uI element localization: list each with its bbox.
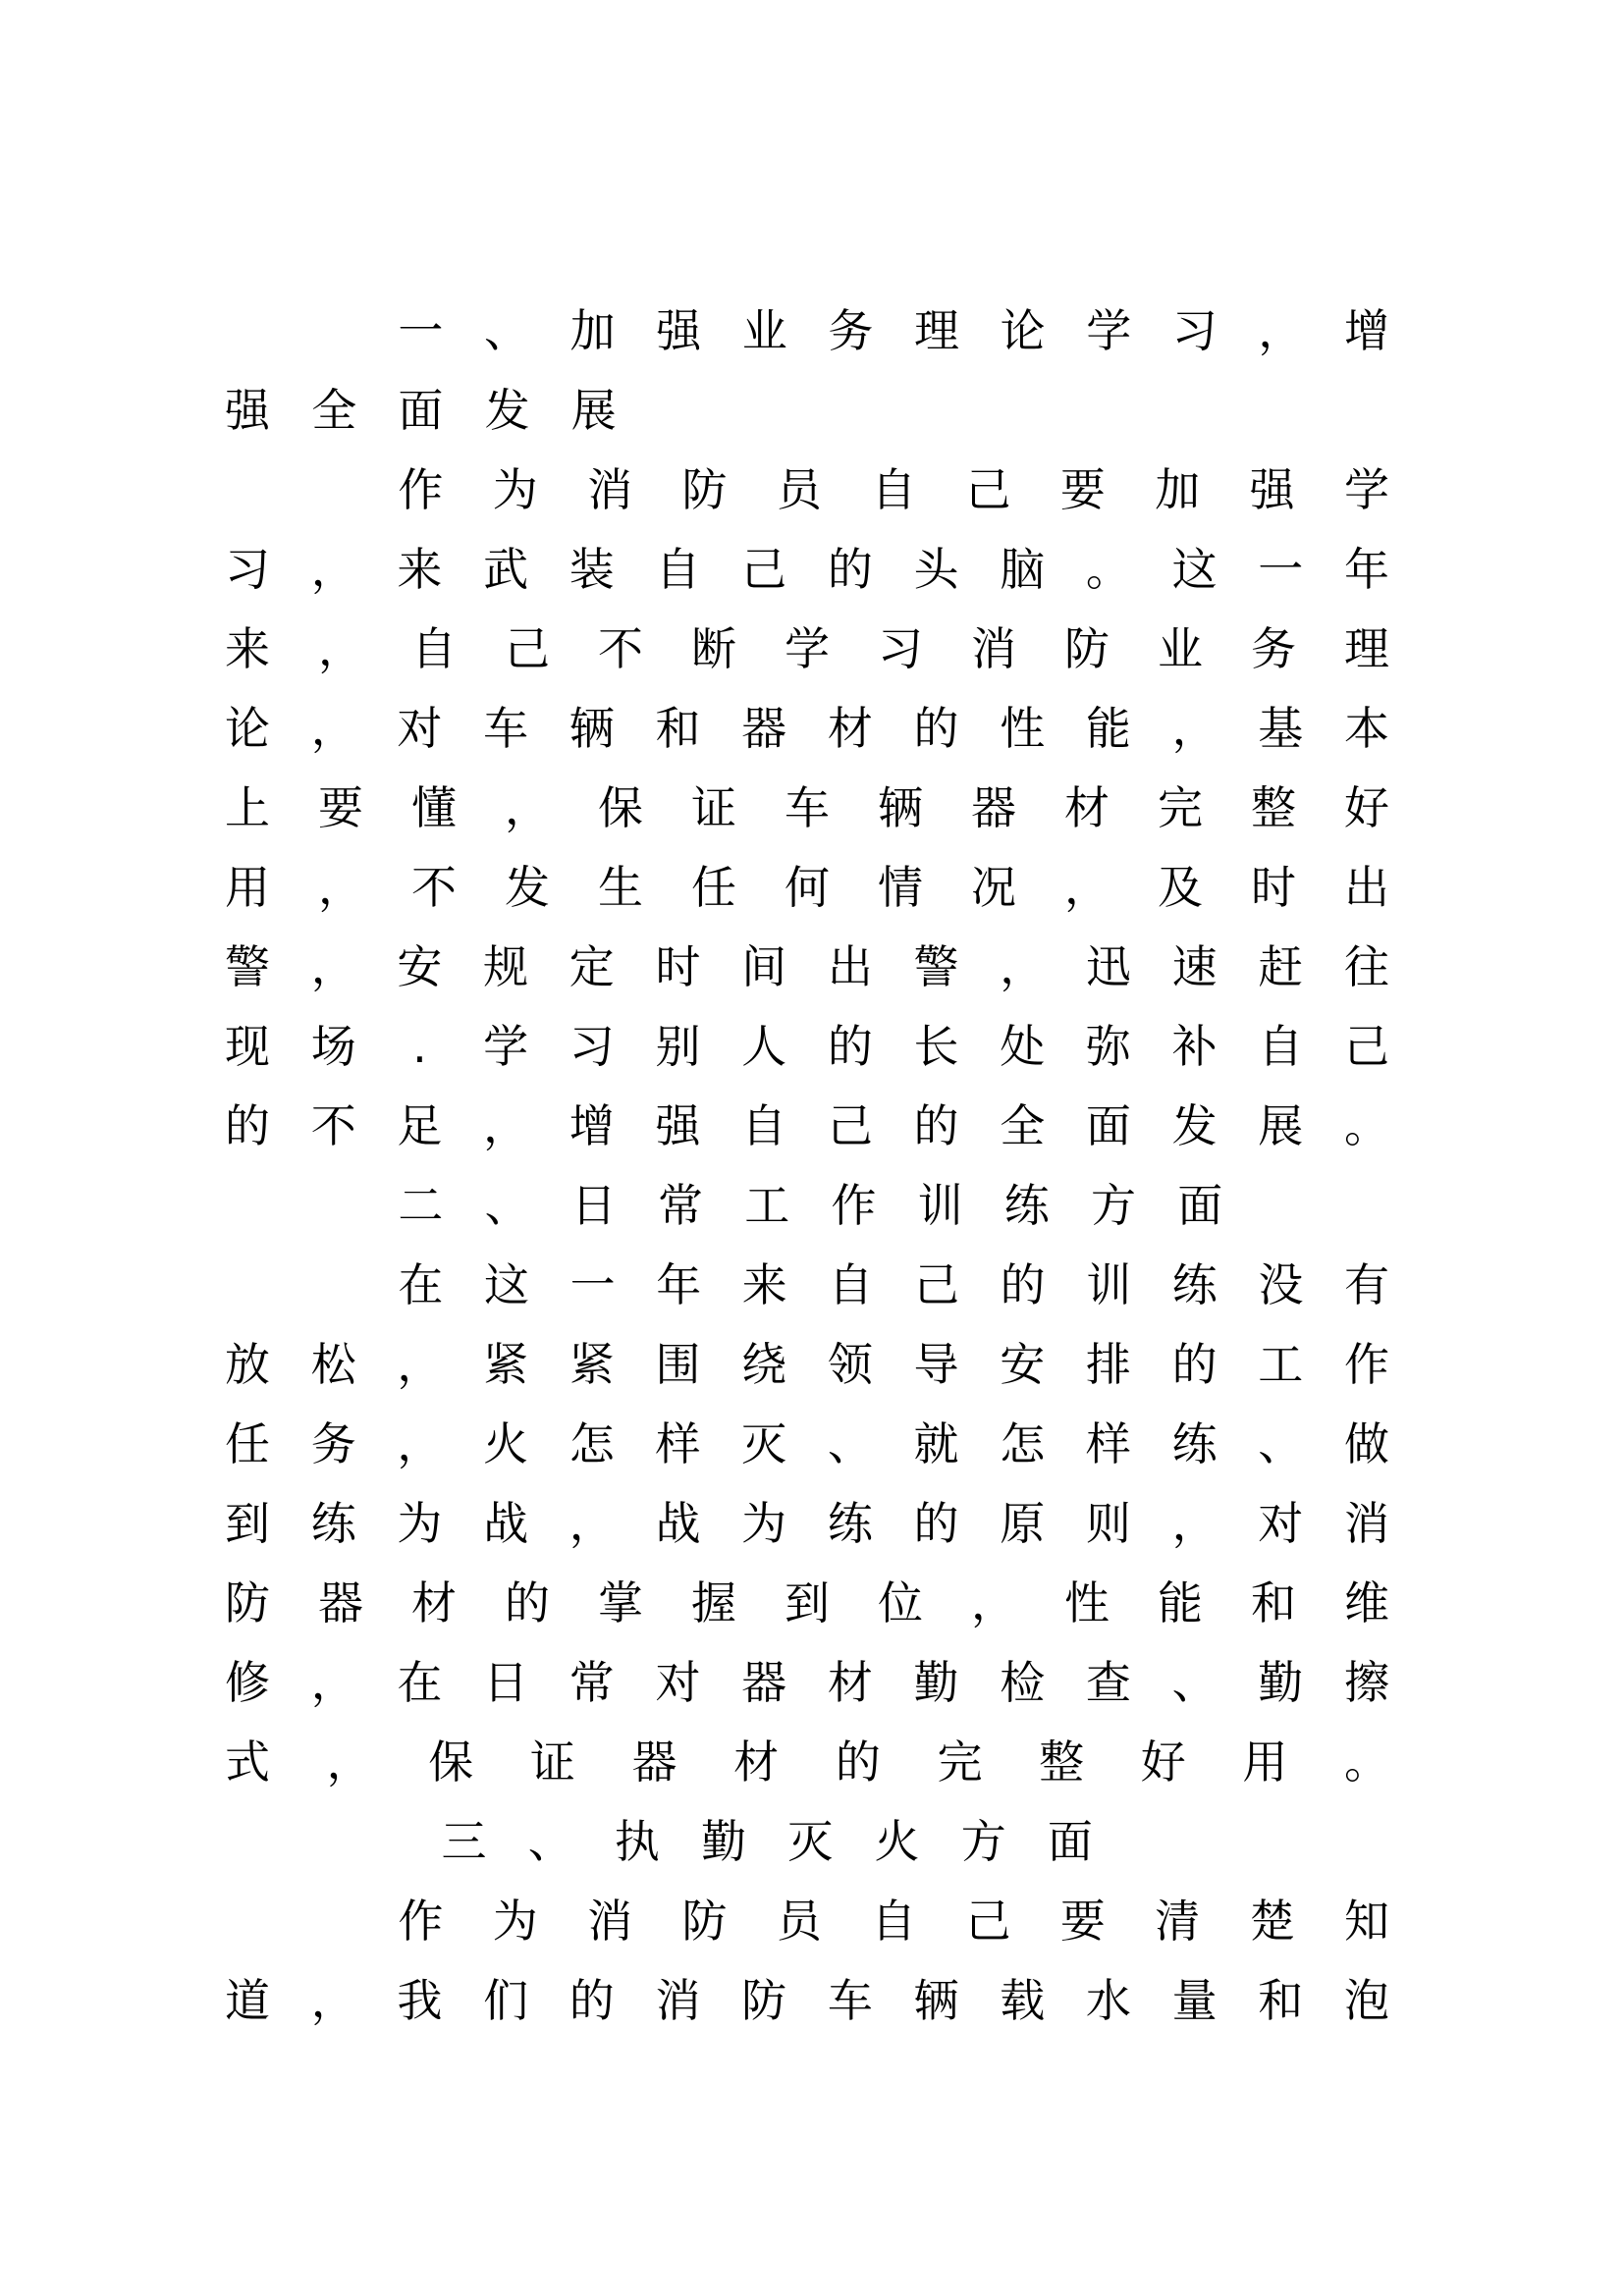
text-char: 自 (411, 622, 457, 675)
text-char: 保 (598, 781, 643, 834)
text-char: 为 (492, 1895, 538, 1948)
text-char: 的 (827, 1020, 873, 1073)
text-char: 为 (492, 463, 538, 516)
text-char: 为 (397, 1497, 443, 1550)
text-char: 、 (827, 1417, 873, 1470)
text-char: . (412, 1020, 427, 1073)
text-char: 作 (1344, 1338, 1389, 1391)
text-char: 防 (681, 463, 728, 516)
text-char: 警 (225, 940, 270, 993)
text-char: 放 (225, 1338, 270, 1391)
text-char: 修 (225, 1656, 270, 1709)
text-char: 方 (960, 1815, 1006, 1868)
text-char: ， (397, 1338, 443, 1391)
text-char: 车 (785, 781, 830, 834)
text-char: 年 (656, 1258, 702, 1311)
text-line (218, 538, 1396, 617)
text-char: 学 (1086, 304, 1132, 357)
text-char: 在 (398, 1258, 444, 1311)
text-char: 就 (913, 1417, 959, 1470)
text-char: 要 (318, 781, 363, 834)
text-char: 增 (568, 1099, 615, 1152)
text-char: 二 (398, 1179, 444, 1232)
text-char: 灭 (787, 1815, 834, 1868)
text-char: 领 (827, 1338, 873, 1391)
text-line (218, 1413, 1396, 1492)
text-char: 论 (225, 702, 270, 755)
text-char: 对 (1258, 1497, 1304, 1550)
document-body (218, 299, 1396, 2049)
text-char: 辆 (878, 781, 923, 834)
text-char: 的 (1171, 1338, 1218, 1391)
text-char: 强 (225, 384, 270, 437)
text-char: 的 (913, 702, 959, 755)
text-char: 材 (827, 702, 873, 755)
text-line (218, 1095, 1396, 1174)
text-char: 辆 (913, 1974, 959, 2027)
text-char: 作 (398, 463, 444, 516)
text-char: 楚 (1249, 1895, 1295, 1948)
text-char: 到 (785, 1576, 830, 1629)
text-char: 用 (1242, 1735, 1288, 1789)
text-char: 导 (913, 1338, 959, 1391)
text-char: 头 (913, 543, 959, 596)
text-char: 日 (483, 1656, 529, 1709)
text-line (218, 697, 1396, 776)
text-char: 器 (631, 1735, 677, 1789)
text-char: 练 (1171, 1258, 1218, 1311)
text-line (218, 1333, 1396, 1413)
text-char: 懂 (411, 781, 457, 834)
text-char: 强 (1249, 463, 1295, 516)
text-char: ， (326, 1735, 372, 1789)
text-char: 己 (965, 1895, 1011, 1948)
text-char: 辆 (568, 702, 615, 755)
text-char: 消 (587, 463, 633, 516)
text-char: 任 (225, 1417, 270, 1470)
text-char: 这 (484, 1258, 529, 1311)
text-char: ， (1171, 1497, 1218, 1550)
text-char: 何 (785, 861, 830, 914)
text-char: 性 (1064, 1576, 1110, 1629)
text-char: 一 (1258, 543, 1304, 596)
text-char: 长 (913, 1020, 959, 1073)
text-char: 和 (1258, 1974, 1304, 2027)
text-char: 查 (1085, 1656, 1131, 1709)
text-char: 掌 (598, 1576, 643, 1629)
text-char: 面 (1177, 1179, 1223, 1232)
text-char: 理 (914, 304, 959, 357)
text-char: 车 (827, 1974, 873, 2027)
text-char: 己 (505, 622, 550, 675)
text-char: ， (310, 1656, 356, 1709)
text-char: 消 (971, 622, 1016, 675)
text-char: 围 (655, 1338, 701, 1391)
text-char: 用 (225, 861, 270, 914)
text-char: 断 (691, 622, 736, 675)
text-char: 消 (587, 1895, 633, 1948)
text-char: 火 (483, 1417, 529, 1470)
text-char: ， (1258, 304, 1304, 357)
text-char: 样 (655, 1417, 701, 1470)
text-char: ， (1000, 940, 1046, 993)
text-char: 出 (827, 940, 873, 993)
text-char: 上 (225, 781, 270, 834)
text-char: 对 (655, 1656, 701, 1709)
text-char: 整 (1039, 1735, 1085, 1789)
text-char: 性 (1000, 702, 1046, 755)
text-char: 面 (1047, 1815, 1093, 1868)
text-char: 器 (318, 1576, 363, 1629)
text-char: 工 (1258, 1338, 1304, 1391)
text-line (218, 935, 1396, 1015)
text-char: 练 (827, 1497, 873, 1550)
text-char: 发 (484, 384, 530, 437)
text-char: 论 (1000, 304, 1046, 357)
text-line (218, 617, 1396, 697)
text-char: 、 (1171, 1656, 1218, 1709)
text-char: 勤 (1258, 1656, 1304, 1709)
text-char: 来 (741, 1258, 787, 1311)
text-line (218, 379, 1396, 458)
text-line (218, 458, 1396, 538)
text-char: 们 (483, 1974, 529, 2027)
text-char: 工 (744, 1179, 790, 1232)
text-char: 面 (1085, 1099, 1131, 1152)
text-line (218, 1731, 1396, 1810)
text-line (218, 1651, 1396, 1731)
text-char: 己 (1344, 1020, 1389, 1073)
text-char: 方 (1091, 1179, 1136, 1232)
text-char: 练 (1003, 1179, 1050, 1232)
text-char: 警 (913, 940, 959, 993)
text-char: 面 (398, 384, 444, 437)
text-char: 载 (1000, 1974, 1046, 2027)
text-char: 器 (741, 702, 787, 755)
text-char: 。 (1344, 1735, 1389, 1789)
text-char: 强 (655, 1099, 701, 1152)
text-char: 来 (397, 543, 443, 596)
text-char: 常 (658, 1179, 703, 1232)
text-char: 己 (741, 543, 787, 596)
text-char: 况 (971, 861, 1016, 914)
text-char: 。 (1344, 1099, 1389, 1152)
text-char: 勤 (701, 1815, 747, 1868)
text-char: 紧 (483, 1338, 529, 1391)
text-char: ， (397, 1417, 443, 1470)
text-char: 火 (874, 1815, 920, 1868)
text-char: 位 (878, 1576, 923, 1629)
text-char: 出 (1344, 861, 1389, 914)
text-char: 强 (656, 304, 702, 357)
text-char: 习 (568, 1020, 615, 1073)
text-char: 展 (570, 384, 617, 437)
text-char: 迅 (1085, 940, 1131, 993)
text-line (218, 1572, 1396, 1651)
text-char: 自 (871, 1895, 917, 1948)
text-char: 、 (527, 1815, 573, 1868)
text-char: 消 (655, 1974, 701, 2027)
text-char: 常 (568, 1656, 615, 1709)
text-char: 增 (1344, 304, 1389, 357)
text-char: 有 (1344, 1258, 1389, 1311)
text-char: 作 (831, 1179, 877, 1232)
text-char: ， (310, 543, 356, 596)
text-char: 速 (1171, 940, 1218, 993)
text-char: 练 (1171, 1417, 1218, 1470)
text-char: 学 (785, 622, 830, 675)
text-char: 我 (397, 1974, 443, 2027)
text-char: 生 (598, 861, 643, 914)
text-char: 加 (569, 304, 616, 357)
text-char: 己 (965, 463, 1011, 516)
text-char: 原 (1000, 1497, 1046, 1550)
text-char: 不 (598, 622, 643, 675)
text-char: 证 (529, 1735, 575, 1789)
text-char: 清 (1155, 1895, 1201, 1948)
text-char: 理 (1344, 622, 1389, 675)
text-char: 员 (776, 463, 822, 516)
text-char: 和 (655, 702, 701, 755)
text-char: 的 (913, 1099, 959, 1152)
text-char: ， (483, 1099, 529, 1152)
text-char: 己 (827, 1099, 873, 1152)
text-char: 样 (1085, 1417, 1131, 1470)
text-char: 本 (1344, 702, 1389, 755)
text-char: 人 (741, 1020, 787, 1073)
text-char: 的 (827, 543, 873, 596)
text-char: 这 (1171, 543, 1218, 596)
text-char: 防 (741, 1974, 787, 2027)
text-char: 做 (1344, 1417, 1389, 1470)
text-line (218, 776, 1396, 856)
text-char: 场 (310, 1020, 356, 1073)
text-char: 习 (225, 543, 270, 596)
text-char: 好 (1140, 1735, 1186, 1789)
text-char: 到 (225, 1497, 270, 1550)
text-char: 脑 (1000, 543, 1046, 596)
text-line (218, 299, 1396, 379)
text-char: 擦 (1344, 1656, 1389, 1709)
text-char: 完 (1158, 781, 1203, 834)
text-char: 学 (1344, 463, 1389, 516)
text-char: 、 (484, 304, 529, 357)
text-char: 务 (828, 304, 874, 357)
text-char: 情 (878, 861, 923, 914)
text-char: 安 (397, 940, 443, 993)
text-char: 加 (1155, 463, 1201, 516)
text-char: ， (505, 781, 550, 834)
text-char: 自 (741, 1099, 787, 1152)
text-char: 材 (1064, 781, 1110, 834)
text-char: 要 (1059, 463, 1106, 516)
text-char: 练 (310, 1497, 356, 1550)
text-char: 勤 (913, 1656, 959, 1709)
text-char: 、 (484, 1179, 530, 1232)
text-char: 防 (225, 1576, 270, 1629)
text-char: 的 (835, 1735, 881, 1789)
text-char: 证 (691, 781, 736, 834)
text-char: ， (310, 940, 356, 993)
text-char: 材 (733, 1735, 780, 1789)
text-char: 绕 (741, 1338, 787, 1391)
text-char: 防 (1064, 622, 1110, 675)
text-char: 松 (310, 1338, 356, 1391)
text-char: 的 (225, 1099, 270, 1152)
text-char: 紧 (568, 1338, 615, 1391)
text-line (218, 1492, 1396, 1572)
text-char: 不 (411, 861, 457, 914)
text-char: 。 (1085, 543, 1131, 596)
text-char: 全 (311, 384, 357, 437)
text-char: 习 (878, 622, 923, 675)
text-char: 业 (741, 304, 787, 357)
text-char: 发 (505, 861, 550, 914)
text-char: 发 (1171, 1099, 1218, 1152)
text-line (218, 1969, 1396, 2049)
text-char: 及 (1158, 861, 1203, 914)
text-char: 任 (691, 861, 736, 914)
text-char: 展 (1258, 1099, 1304, 1152)
text-char: 不 (310, 1099, 356, 1152)
text-char: 道 (225, 1974, 270, 2027)
text-line (218, 1174, 1396, 1254)
text-char: 检 (1000, 1656, 1046, 1709)
text-char: 一 (398, 304, 444, 357)
text-char: 战 (483, 1497, 529, 1550)
text-char: 训 (917, 1179, 963, 1232)
text-char: 能 (1085, 702, 1131, 755)
text-char: 维 (1344, 1576, 1389, 1629)
text-char: 武 (483, 543, 529, 596)
text-char: 为 (741, 1497, 787, 1550)
text-char: 自 (655, 543, 701, 596)
text-char: 材 (827, 1656, 873, 1709)
text-char: 时 (1251, 861, 1296, 914)
text-char: 的 (1000, 1258, 1046, 1311)
text-char: 日 (570, 1179, 617, 1232)
text-char: 泡 (1344, 1974, 1389, 2027)
text-char: 好 (1344, 781, 1389, 834)
text-char: 防 (681, 1895, 728, 1948)
text-line (218, 1015, 1396, 1095)
text-char: 务 (1251, 622, 1296, 675)
text-char: 战 (655, 1497, 701, 1550)
text-char: 怎 (568, 1417, 615, 1470)
text-char: 装 (568, 543, 615, 596)
text-char: 的 (505, 1576, 550, 1629)
text-char: 车 (483, 702, 529, 755)
text-char: 和 (1251, 1576, 1296, 1629)
text-char: 灭 (741, 1417, 787, 1470)
text-char: 握 (691, 1576, 736, 1629)
text-char: 式 (225, 1735, 270, 1789)
text-char: 的 (568, 1974, 615, 2027)
text-char: 务 (310, 1417, 356, 1470)
text-char: 别 (655, 1020, 701, 1073)
text-char: ， (971, 1576, 1016, 1629)
text-char: 安 (1000, 1338, 1046, 1391)
text-char: 赶 (1258, 940, 1304, 993)
text-char: 知 (1344, 1895, 1389, 1948)
text-char: 没 (1258, 1258, 1304, 1311)
text-char: 的 (913, 1497, 959, 1550)
text-char: ， (318, 622, 363, 675)
text-char: 排 (1085, 1338, 1131, 1391)
text-char: 则 (1085, 1497, 1131, 1550)
text-line (218, 856, 1396, 935)
text-char: 消 (1344, 1497, 1389, 1550)
text-char: 时 (655, 940, 701, 993)
text-char: 训 (1086, 1258, 1132, 1311)
text-char: 现 (225, 1020, 270, 1073)
text-char: ， (310, 1974, 356, 2027)
text-char: 量 (1171, 1974, 1218, 2027)
text-line (218, 1890, 1396, 1969)
text-char: 己 (914, 1258, 959, 1311)
text-char: 补 (1171, 1020, 1218, 1073)
text-char: 定 (568, 940, 615, 993)
text-char: ， (568, 1497, 615, 1550)
text-char: 要 (1059, 1895, 1106, 1948)
text-char: 员 (776, 1895, 822, 1948)
text-char: ， (310, 702, 356, 755)
text-char: 材 (411, 1576, 457, 1629)
text-char: 年 (1344, 543, 1389, 596)
text-char: 自 (828, 1258, 874, 1311)
text-char: 对 (397, 702, 443, 755)
text-char: 能 (1158, 1576, 1203, 1629)
text-char: 水 (1085, 1974, 1131, 2027)
text-char: 规 (483, 940, 529, 993)
text-char: 习 (1171, 304, 1218, 357)
text-char: ， (1064, 861, 1110, 914)
text-char: 足 (397, 1099, 443, 1152)
text-char: 三 (441, 1815, 487, 1868)
text-line (218, 1810, 1396, 1890)
text-char: 一 (569, 1258, 616, 1311)
text-char: 执 (614, 1815, 660, 1868)
text-char: 整 (1251, 781, 1296, 834)
text-char: 完 (937, 1735, 983, 1789)
text-char: 自 (871, 463, 917, 516)
text-char: 学 (483, 1020, 529, 1073)
text-char: 基 (1258, 702, 1304, 755)
text-char: ， (1171, 702, 1218, 755)
text-char: 自 (1258, 1020, 1304, 1073)
text-char: 间 (741, 940, 787, 993)
text-char: 器 (741, 1656, 787, 1709)
text-line (218, 1254, 1396, 1333)
text-char: 作 (398, 1895, 444, 1948)
text-char: ， (318, 861, 363, 914)
text-char: 来 (225, 622, 270, 675)
text-char: 怎 (1000, 1417, 1046, 1470)
text-char: 业 (1158, 622, 1203, 675)
text-char: 往 (1344, 940, 1389, 993)
text-char: 处 (1000, 1020, 1046, 1073)
text-char: 、 (1258, 1417, 1304, 1470)
text-char: 器 (971, 781, 1016, 834)
text-char: 弥 (1085, 1020, 1131, 1073)
text-char: 全 (1000, 1099, 1046, 1152)
text-char: 在 (397, 1656, 443, 1709)
text-char: 保 (428, 1735, 474, 1789)
